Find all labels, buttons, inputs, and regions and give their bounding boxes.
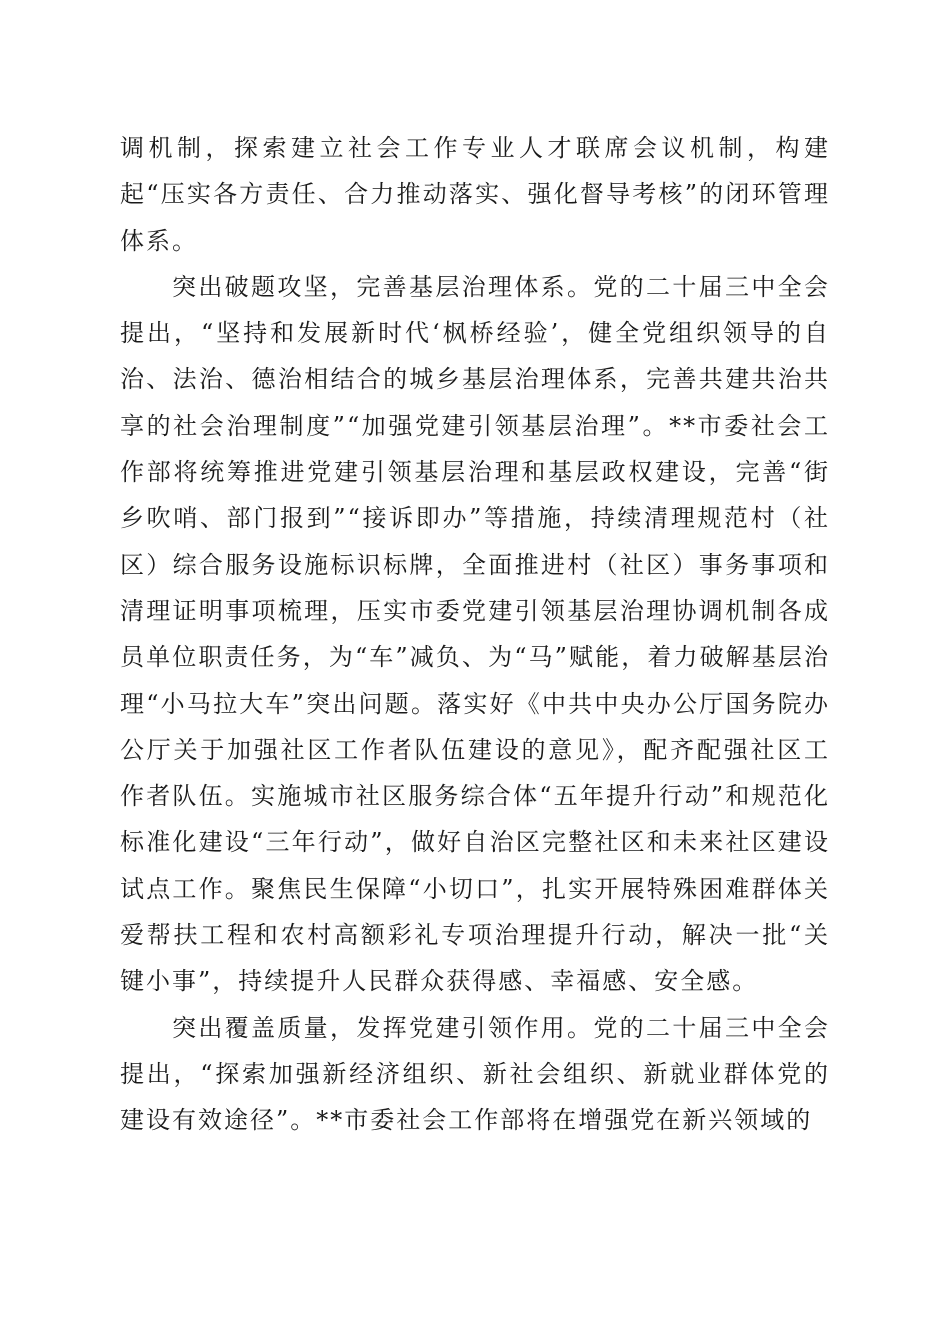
document-body (120, 125, 830, 1144)
paragraph-party-building-coverage: 突出覆盖质量，发挥党建引领作用。党的二十届三中全会提出，“探索加强新经济组织、新社会组织、新就业群体党的建设有效途径”。**市委社会工作部将在增强党在新兴领域的 (120, 1013, 830, 1135)
paragraph-continuation: 调机制，探索建立社会工作专业人才联席会议机制，构建起“压实各方责任、合力推动落实、强化督导考核”的闭环管理体系。 (120, 134, 830, 255)
paragraph-grassroots-governance: 突出破题攻坚，完善基层治理体系。党的二十届三中全会提出，“坚持和发展新时代‘枫桥经验’，健全党组织领导的自治、法治、德治相结合的城乡基层治理体系，完善共建共治共享的社会治理制度”“加强党建引领基层治理”。**市委社会工作部将统筹推进党建引领基层治理和基层政权建设，完善“街乡吹哨、部门报到”“接诉即办”等措施，持续清理规范村（社区）综合服务设施标识标牌，全面推进村（社区）事务事项和清理证明事项梳理，压实市委党建引领基层治理协调机制各成员单位职责任务，为“车”减负、为“马”赋能，着力破解基层治理“小马拉大车”突出问题。落实好《中共中央办公厅国务院办公厅关于加强社区工作者队伍建设的意见》，配齐配强社区工作者队伍。实施城市社区服务综合体“五年提升行动”和规范化标准化建设“三年行动”，做好自治区完整社区和未来社区建设试点工作。聚焦民生保障“小切口”，扎实开展特殊困难群体关爱帮扶工程和农村高额彩礼专项治理提升行动，解决一批“关键小事”，持续提升人民群众获得感、幸福感、安全感。 (120, 272, 830, 996)
